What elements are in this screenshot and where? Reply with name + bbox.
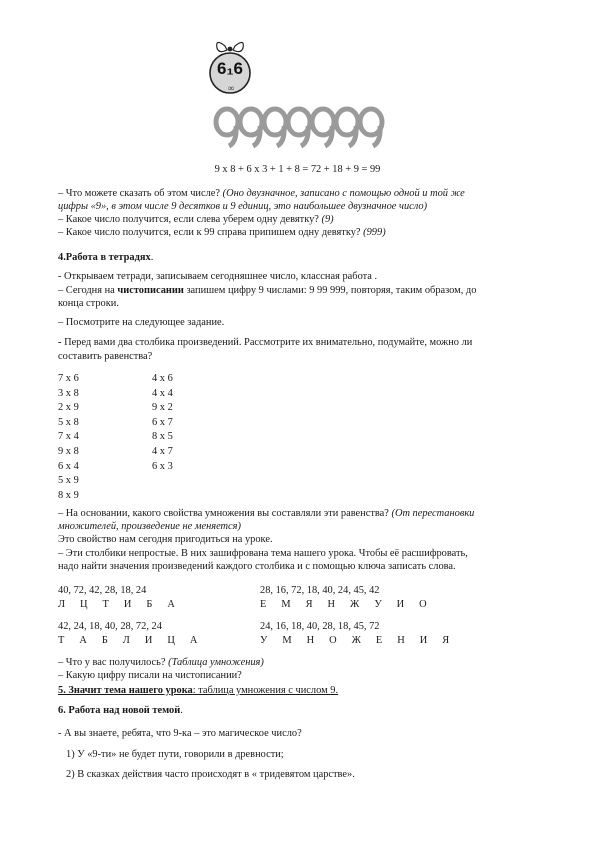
cipher-right-key-letters: Е М Я Н Ж У И О: [260, 599, 433, 610]
cipher-left-answer-numbers: 42, 24, 18, 40, 28, 72, 24: [58, 621, 162, 632]
section-5-heading: [58, 684, 338, 697]
cipher-right-answer-numbers: 24, 16, 18, 40, 28, 18, 45, 72: [260, 621, 380, 632]
cipher-left-answer-letters: Т А Б Л И Ц А: [58, 635, 204, 646]
property-answer-cont: множителей, произведение не меняется): [58, 521, 241, 532]
product-left-item: 5 х 8: [58, 416, 79, 428]
section-5-rest: : таблица умножения с числом 9.: [192, 685, 339, 696]
intro-answer-1-cont: цифры «9», в этом числе 9 десятков и 9 единиц, это наибольшее двузначное число): [58, 201, 428, 212]
section-4-p3: – Посмотрите на следующее задание.: [58, 317, 225, 328]
product-right-item: 8 х 5: [152, 431, 173, 443]
products-right-column: [152, 372, 173, 474]
section-4-p2: [58, 284, 476, 297]
caterpillar-illustration: [205, 38, 405, 150]
product-left-item: 7 х 4: [58, 431, 79, 443]
product-right-item: 4 х 6: [152, 373, 173, 384]
intro-question-1: – Что можете сказать об этом числе?: [58, 188, 221, 199]
intro-line-3: [58, 226, 386, 239]
product-left-item: 2 х 9: [58, 402, 79, 414]
cipher-left-key-letters: Л Ц Т И Б А: [58, 599, 182, 610]
product-right-item: 4 х 7: [152, 445, 173, 457]
intro-question-3: – Какое число получится, если к 99 справа припишем одну девятку?: [58, 227, 361, 238]
after-line-1: [58, 656, 264, 669]
equation: 9 х 8 + 6 х 3 + 1 + 8 = 72 + 18 + 9 = 99: [214, 164, 381, 175]
intro-line-1: [58, 187, 465, 200]
product-right-item: 6 х 3: [152, 460, 173, 472]
property-p2-cont: надо найти значения произведений каждого столбика и с помощью ключа записать слова.: [58, 561, 456, 572]
caterpillar-head-digits: 6₁6: [217, 59, 243, 78]
section-6-item-2: 2) В сказках действия часто происходят в « тридевятом царстве».: [66, 769, 355, 780]
section-4-title-dot: .: [150, 252, 154, 263]
section-4-p4: [58, 336, 472, 349]
product-left-item: 6 х 4: [58, 460, 79, 472]
section-6-item-1: 1) У «9-ти» не будет пути, говорили в древности;: [66, 749, 284, 760]
section-4-p2-cont: конца строки.: [58, 298, 119, 309]
product-right-item: 9 х 2: [152, 402, 173, 414]
product-right-item: 4 х 4: [152, 387, 173, 399]
section-4-p1: - Открываем тетради, записываем сегодняшнее число, классная работа .: [58, 271, 378, 282]
section-6-title: 6. Работа над новой темой: [58, 705, 181, 716]
section-4-p4-dash: -: [58, 337, 62, 348]
property-answer: (От перестановки: [391, 508, 475, 519]
property-p1: Это свойство нам сегодня пригодиться на уроке.: [58, 534, 273, 545]
intro-question-2: – Какое число получится, если слева уберем одну девятку?: [58, 214, 319, 225]
product-right-item: 6 х 7: [152, 416, 173, 428]
section-4-p4-text: Перед вами два столбика произведений. Рассмотрите их внимательно, подумайте, можно ли: [61, 337, 473, 348]
property-question: – На основании, какого свойства умножения вы составляли эти равенства?: [58, 508, 389, 519]
after-answer-1: (Таблица умножения): [168, 657, 264, 668]
intro-answer-2: (9): [321, 214, 334, 225]
section-4-p2-bold: чистописании: [117, 285, 184, 296]
section-4-p4-cont: составить равенства?: [58, 351, 153, 362]
section-4-p2-post: запишем цифру 9 числами: 9 99 999, повторяя, таким образом, до: [183, 285, 477, 296]
cipher-right-answer-letters: У М Н О Ж Е Н И Я: [260, 635, 456, 646]
section-4-p2-pre: – Сегодня на: [58, 285, 118, 296]
intro-answer-1: (Оно двузначное, записано с помощью одной и той же: [222, 188, 465, 199]
intro-answer-3: (999): [363, 227, 386, 238]
product-left-item: 9 х 8: [58, 445, 79, 457]
product-left-item: 7 х 6: [58, 373, 79, 384]
section-4-heading: [58, 251, 153, 264]
product-left-item: 8 х 9: [58, 489, 79, 501]
section-4-title: 4.Работа в тетрадях: [58, 252, 151, 263]
property-p2: – Эти столбики непростые. В них зашифрована тема нашего урока. Чтобы её расшифровать,: [58, 548, 468, 559]
product-left-item: 3 х 8: [58, 387, 79, 399]
caterpillar-head-small: ∞: [227, 83, 235, 93]
after-question-1: – Что у вас получилось?: [58, 657, 166, 668]
products-left-column: [58, 372, 79, 503]
section-6-p1: - А вы знаете, ребята, что 9-ка – это магическое число?: [58, 728, 302, 739]
cipher-right-key-numbers: 28, 16, 72, 18, 40, 24, 45, 42: [260, 585, 380, 596]
section-6-heading: [58, 704, 183, 717]
property-line-1: [58, 507, 474, 520]
product-left-item: 5 х 9: [58, 475, 79, 487]
section-6-title-dot: .: [180, 705, 183, 716]
after-question-2: – Какую цифру писали на чистописании?: [58, 670, 242, 681]
intro-line-2: [58, 213, 334, 226]
cipher-left-key-numbers: 40, 72, 42, 28, 18, 24: [58, 585, 147, 596]
section-5-title: 5. Значит тема нашего урока: [58, 685, 193, 696]
